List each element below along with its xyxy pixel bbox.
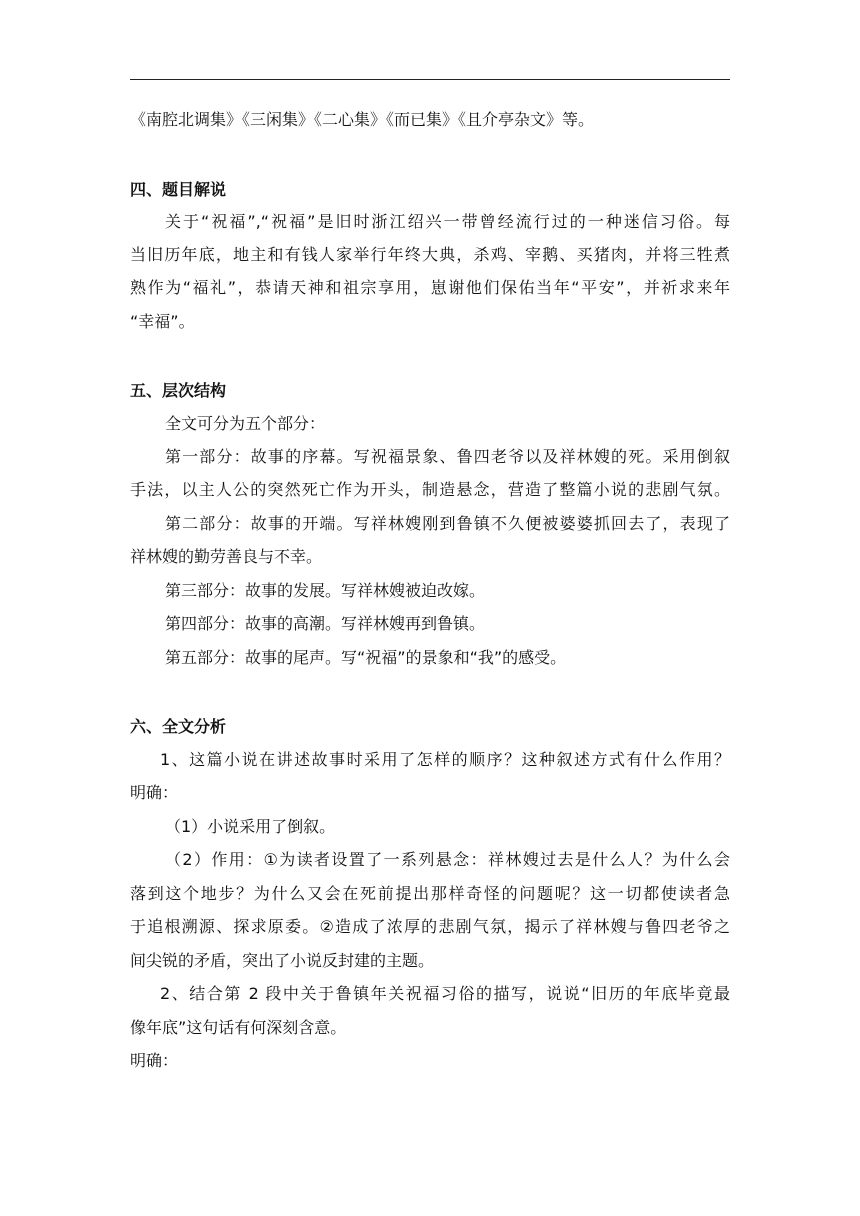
section-heading-4: 四、题目解说 <box>130 180 227 199</box>
header-rule <box>130 79 730 80</box>
paragraph-line: 明确： <box>130 783 179 802</box>
paragraph-line: 第五部分：故事的尾声。写“祝福”的景象和“我”的感受。 <box>165 648 567 667</box>
paragraph-line: 手法，以主人公的突然死亡作为开头，制造悬念，营造了整篇小说的悲剧气氛。 <box>130 480 730 499</box>
paragraph-line: 第一部分：故事的序幕。写祝福景象、鲁四老爷以及祥林嫂的死。采用倒叙 <box>165 447 730 466</box>
section-heading-6: 六、全文分析 <box>130 717 227 736</box>
paragraph-line: 第四部分：故事的高潮。写祥林嫂再到鲁镇。 <box>165 614 486 633</box>
paragraph-line: 像年底”这句话有何深刻含意。 <box>130 1018 347 1037</box>
paragraph-line: 1、这篇小说在讲述故事时采用了怎样的顺序？这种叙述方式有什么作用？ <box>160 750 730 769</box>
paragraph-line: （1）小说采用了倒叙。 <box>165 817 336 836</box>
paragraph-line: 落到这个地步？为什么又会在死前提出那样奇怪的问题呢？这一切都使读者急 <box>130 884 730 903</box>
paragraph-line: 间尖锐的矛盾，突出了小说反封建的主题。 <box>130 951 435 970</box>
paragraph-line: 明确： <box>130 1051 179 1070</box>
paragraph-line: 祥林嫂的勤劳善良与不幸。 <box>130 547 323 566</box>
paragraph-line: 2、结合第 2 段中关于鲁镇年关祝福习俗的描写，说说“旧历的年底毕竟最 <box>160 984 730 1003</box>
paragraph-line: 关于“祝福”,“祝福”是旧时浙江绍兴一带曾经流行过的一种迷信习俗。每 <box>165 212 730 231</box>
paragraph-line: 第二部分：故事的开端。写祥林嫂刚到鲁镇不久便被婆婆抓回去了，表现了 <box>165 514 730 533</box>
section-heading-5: 五、层次结构 <box>130 381 227 400</box>
paragraph-line: 第三部分：故事的发展。写祥林嫂被迫改嫁。 <box>165 581 486 600</box>
paragraph-line: （2）作用：①为读者设置了一系列悬念：祥林嫂过去是什么人？为什么会 <box>165 850 730 869</box>
paragraph-line: 当旧历年底，地主和有钱人家举行年终大典，杀鸡、宰鹅、买猪肉，并将三牲煮 <box>130 245 730 264</box>
paragraph-line: “幸福”。 <box>130 312 195 331</box>
paragraph-line: 熟作为“福礼”，恭请天神和祖宗享用，崽谢他们保佑当年“平安”，并祈求来年 <box>130 278 730 297</box>
paragraph-line: 于追根溯源、探求原委。②造成了浓厚的悲剧气氛，揭示了祥林嫂与鲁四老爷之 <box>130 917 730 936</box>
top-line: 《南腔北调集》《三闲集》《二心集》《而已集》《且介亭杂文》等。 <box>130 110 595 129</box>
paragraph-line: 全文可分为五个部分： <box>165 414 326 433</box>
